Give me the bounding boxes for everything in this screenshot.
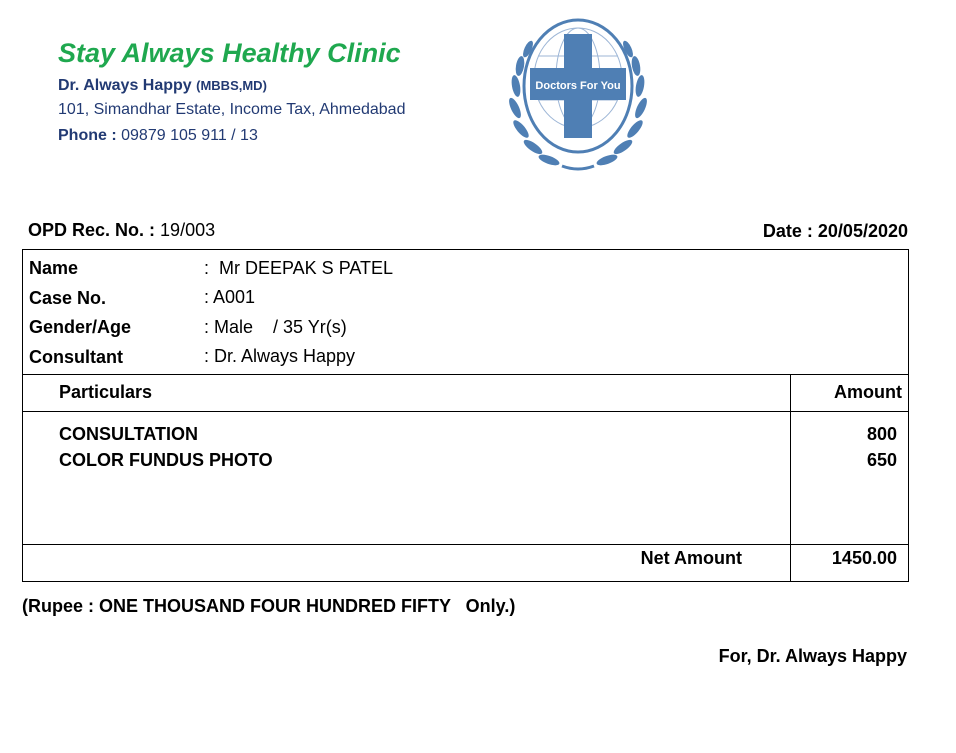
doctor-qualification: (MBBS,MD) (196, 78, 267, 93)
net-amount-value: 1450.00 (831, 548, 897, 568)
receipt-date-line (763, 221, 908, 242)
item-amount: 650 (866, 450, 897, 470)
clinic-address: 101, Simandhar Estate, Income Tax, Ahmedabad (58, 101, 406, 118)
column-header-particulars: Particulars (59, 382, 153, 402)
item-amount: 800 (866, 424, 897, 444)
case-number-label: Case No. (29, 288, 107, 308)
case-number-value: : A001 (204, 287, 256, 307)
phone-line (58, 127, 258, 145)
consultant-value: : Dr. Always Happy (204, 346, 356, 366)
doctor-name: Dr. Always Happy (58, 77, 192, 94)
phone-label: Phone : (58, 127, 117, 144)
logo-text: Doctors For You (535, 80, 621, 92)
receipt-date-label: Date : (762, 221, 813, 241)
phone-value: 09879 105 911 / 13 (121, 127, 258, 144)
patient-name-label: Name (29, 258, 79, 278)
receipt-number-line (28, 220, 215, 241)
doctor-line (58, 77, 267, 95)
receipt-date-value: 20/05/2020 (817, 221, 908, 241)
divider-net-amount (23, 544, 908, 545)
item-name: COLOR FUNDUS PHOTO (59, 450, 273, 470)
net-amount-label: Net Amount (640, 548, 742, 568)
column-header-amount: Amount (834, 382, 902, 402)
item-name: CONSULTATION (59, 424, 198, 444)
clinic-name: Stay Always Healthy Clinic (58, 38, 401, 68)
consultant-label: Consultant (29, 347, 123, 367)
signature-line: For, Dr. Always Happy (718, 646, 907, 666)
divider-patient-info (23, 374, 908, 375)
clinic-logo-icon (502, 16, 654, 176)
gender-age-value: : Male / 35 Yr(s) (204, 317, 347, 337)
amount-in-words: (Rupee : ONE THOUSAND FOUR HUNDRED FIFTY Only.) (22, 596, 516, 616)
divider-table-header (23, 411, 908, 412)
receipt-number-label: OPD Rec. No. : (28, 220, 156, 240)
receipt-number-value: 19/003 (160, 220, 216, 240)
gender-age-label: Gender/Age (29, 317, 132, 337)
bill-table (22, 249, 909, 582)
divider-amount-column (790, 374, 791, 581)
patient-name-value: : Mr DEEPAK S PATEL (204, 258, 394, 278)
